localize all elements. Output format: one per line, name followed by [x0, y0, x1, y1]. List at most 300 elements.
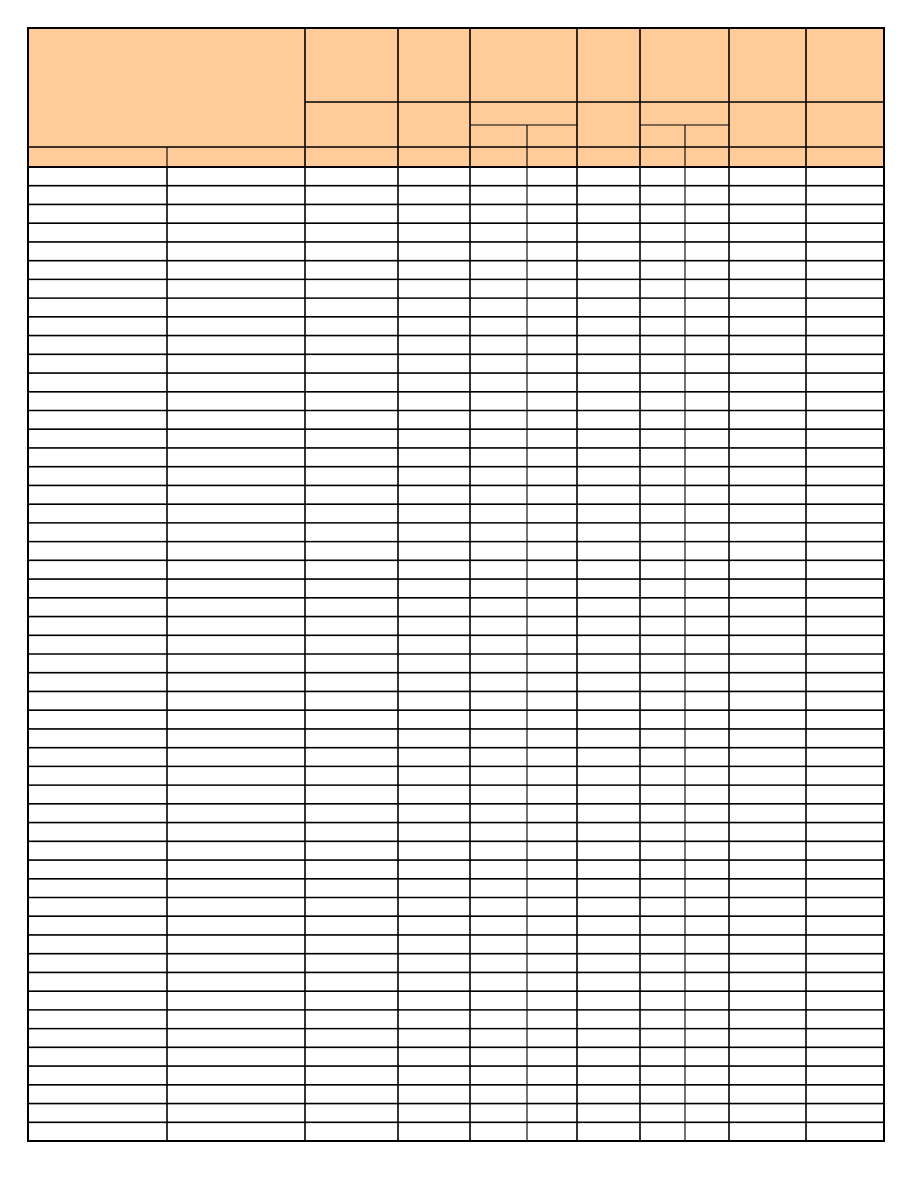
- table-cell: [806, 748, 884, 767]
- table-cell: [685, 579, 729, 598]
- table-cell: [577, 298, 640, 317]
- table-cell: [577, 879, 640, 898]
- table-cell: [167, 748, 305, 767]
- table-cell: [806, 411, 884, 430]
- table-cell: [806, 823, 884, 842]
- table-cell: [167, 1029, 305, 1048]
- table-cell: [398, 1085, 470, 1104]
- table-cell: [640, 411, 685, 430]
- table-cell: [167, 673, 305, 692]
- table-cell: [640, 766, 685, 785]
- table-cell: [28, 429, 167, 448]
- table-cell: [640, 167, 685, 186]
- table-cell: [685, 448, 729, 467]
- table-cell: [470, 1122, 527, 1141]
- table-cell: [28, 261, 167, 280]
- table-cell: [305, 766, 398, 785]
- table-cell: [685, 336, 729, 355]
- table-cell: [398, 1122, 470, 1141]
- table-cell: [640, 617, 685, 636]
- table-cell: [470, 1066, 527, 1085]
- table-cell: [577, 673, 640, 692]
- table-cell: [729, 991, 806, 1010]
- table-cell: [806, 766, 884, 785]
- table-cell: [398, 823, 470, 842]
- table-cell: [167, 766, 305, 785]
- table-cell: [28, 373, 167, 392]
- table-row: [28, 523, 884, 542]
- table-cell: [640, 1047, 685, 1066]
- table-row: [28, 766, 884, 785]
- header-cell-group: [640, 102, 729, 125]
- table-cell: [577, 841, 640, 860]
- table-cell: [729, 879, 806, 898]
- table-cell: [640, 972, 685, 991]
- header-cell: [806, 28, 884, 102]
- table-cell: [470, 467, 527, 486]
- header-cell: [577, 102, 640, 147]
- table-cell: [685, 1085, 729, 1104]
- table-cell: [167, 1066, 305, 1085]
- table-cell: [729, 560, 806, 579]
- table-cell: [527, 392, 577, 411]
- table-cell: [527, 485, 577, 504]
- table-cell: [577, 954, 640, 973]
- table-row: [28, 785, 884, 804]
- table-cell: [470, 429, 527, 448]
- table-row: [28, 1085, 884, 1104]
- table-cell: [577, 1122, 640, 1141]
- table-cell: [806, 1047, 884, 1066]
- table-cell: [305, 354, 398, 373]
- table-cell: [398, 523, 470, 542]
- table-cell: [527, 223, 577, 242]
- table-cell: [527, 916, 577, 935]
- table-cell: [470, 242, 527, 261]
- table-cell: [470, 392, 527, 411]
- table-cell: [685, 354, 729, 373]
- table-cell: [577, 167, 640, 186]
- table-cell: [729, 317, 806, 336]
- table-cell: [640, 729, 685, 748]
- table-cell: [167, 879, 305, 898]
- table-cell: [28, 748, 167, 767]
- table-row: [28, 916, 884, 935]
- table-cell: [640, 748, 685, 767]
- table-cell: [398, 954, 470, 973]
- table-cell: [527, 560, 577, 579]
- table-cell: [305, 785, 398, 804]
- table-cell: [398, 279, 470, 298]
- header-cell: [729, 102, 806, 147]
- table-cell: [729, 336, 806, 355]
- table-cell: [685, 242, 729, 261]
- table-cell: [28, 785, 167, 804]
- table-cell: [527, 879, 577, 898]
- table-cell: [685, 1066, 729, 1085]
- table-row: [28, 748, 884, 767]
- table-cell: [527, 617, 577, 636]
- table-row: [28, 373, 884, 392]
- table-cell: [470, 972, 527, 991]
- table-cell: [305, 523, 398, 542]
- table-cell: [28, 167, 167, 186]
- table-cell: [305, 898, 398, 917]
- table-cell: [577, 411, 640, 430]
- table-cell: [527, 523, 577, 542]
- table-cell: [577, 804, 640, 823]
- table-cell: [470, 598, 527, 617]
- table-cell: [729, 916, 806, 935]
- table-cell: [167, 560, 305, 579]
- table-cell: [685, 898, 729, 917]
- table-cell: [28, 710, 167, 729]
- table-cell: [685, 317, 729, 336]
- table-cell: [167, 654, 305, 673]
- table-cell: [685, 691, 729, 710]
- table-cell: [527, 467, 577, 486]
- table-cell: [577, 1104, 640, 1123]
- table-cell: [470, 354, 527, 373]
- table-cell: [729, 204, 806, 223]
- table-row: [28, 1104, 884, 1123]
- table-cell: [527, 823, 577, 842]
- table-cell: [305, 485, 398, 504]
- table-cell: [640, 261, 685, 280]
- table-cell: [577, 448, 640, 467]
- table-cell: [640, 1122, 685, 1141]
- table-cell: [685, 710, 729, 729]
- table-cell: [685, 373, 729, 392]
- table-cell: [577, 1010, 640, 1029]
- table-cell: [398, 336, 470, 355]
- table-cell: [577, 935, 640, 954]
- table-cell: [470, 448, 527, 467]
- table-cell: [305, 972, 398, 991]
- table-cell: [685, 654, 729, 673]
- table-cell: [167, 1047, 305, 1066]
- table-cell: [640, 1010, 685, 1029]
- table-cell: [305, 186, 398, 205]
- table-cell: [305, 804, 398, 823]
- table-cell: [527, 1122, 577, 1141]
- table-cell: [527, 598, 577, 617]
- table-cell: [577, 654, 640, 673]
- table-row: [28, 429, 884, 448]
- header-column-label-cell: [305, 147, 398, 167]
- table-cell: [640, 804, 685, 823]
- table-cell: [729, 448, 806, 467]
- table-cell: [305, 954, 398, 973]
- table-cell: [398, 261, 470, 280]
- table-cell: [167, 841, 305, 860]
- table-cell: [729, 1047, 806, 1066]
- table-cell: [806, 654, 884, 673]
- table-cell: [527, 448, 577, 467]
- table-cell: [527, 279, 577, 298]
- table-cell: [398, 392, 470, 411]
- table-cell: [577, 204, 640, 223]
- table-cell: [470, 823, 527, 842]
- table-cell: [640, 598, 685, 617]
- table-row: [28, 279, 884, 298]
- table-cell: [28, 673, 167, 692]
- table-cell: [305, 691, 398, 710]
- table-cell: [167, 635, 305, 654]
- table-cell: [729, 504, 806, 523]
- table-cell: [729, 617, 806, 636]
- table-cell: [685, 261, 729, 280]
- table-cell: [470, 617, 527, 636]
- table-cell: [577, 1085, 640, 1104]
- table-cell: [470, 691, 527, 710]
- table-cell: [28, 354, 167, 373]
- table-cell: [729, 542, 806, 561]
- header-cell: [305, 28, 398, 102]
- table-cell: [640, 691, 685, 710]
- table-cell: [167, 223, 305, 242]
- table-cell: [729, 579, 806, 598]
- table-cell: [685, 785, 729, 804]
- table-row: [28, 298, 884, 317]
- table-cell: [806, 523, 884, 542]
- table-cell: [398, 448, 470, 467]
- table-cell: [640, 935, 685, 954]
- table-cell: [527, 204, 577, 223]
- table-cell: [806, 785, 884, 804]
- table-cell: [398, 485, 470, 504]
- header-column-label-cell: [398, 147, 470, 167]
- table-cell: [305, 448, 398, 467]
- table-cell: [398, 317, 470, 336]
- header-cell: [470, 28, 577, 102]
- table-cell: [167, 710, 305, 729]
- table-cell: [28, 766, 167, 785]
- table-cell: [305, 560, 398, 579]
- table-cell: [28, 954, 167, 973]
- table-row: [28, 654, 884, 673]
- table-cell: [28, 898, 167, 917]
- table-cell: [729, 972, 806, 991]
- table-cell: [28, 542, 167, 561]
- table-cell: [729, 1122, 806, 1141]
- table-cell: [806, 448, 884, 467]
- table-cell: [640, 279, 685, 298]
- table-cell: [398, 710, 470, 729]
- table-cell: [685, 1047, 729, 1066]
- header-column-label-cell: [527, 147, 577, 167]
- table-cell: [685, 186, 729, 205]
- table-cell: [305, 1122, 398, 1141]
- table-cell: [28, 935, 167, 954]
- table-cell: [640, 204, 685, 223]
- table-row: [28, 167, 884, 186]
- table-cell: [305, 579, 398, 598]
- table-cell: [729, 279, 806, 298]
- table-cell: [470, 748, 527, 767]
- table-row: [28, 1010, 884, 1029]
- table-cell: [806, 841, 884, 860]
- table-cell: [527, 336, 577, 355]
- table-cell: [729, 429, 806, 448]
- table-cell: [28, 916, 167, 935]
- table-cell: [398, 1010, 470, 1029]
- table-cell: [577, 504, 640, 523]
- table-cell: [305, 167, 398, 186]
- table-cell: [470, 373, 527, 392]
- table-cell: [729, 242, 806, 261]
- table-cell: [729, 1029, 806, 1048]
- table-cell: [398, 579, 470, 598]
- table-cell: [806, 261, 884, 280]
- table-cell: [527, 635, 577, 654]
- header-subcell: [640, 125, 685, 147]
- table-row: [28, 898, 884, 917]
- table-cell: [470, 523, 527, 542]
- table-cell: [640, 579, 685, 598]
- table-cell: [167, 860, 305, 879]
- table-cell: [640, 710, 685, 729]
- table-row: [28, 467, 884, 486]
- table-cell: [640, 485, 685, 504]
- table-cell: [729, 598, 806, 617]
- table-cell: [398, 748, 470, 767]
- table-cell: [305, 261, 398, 280]
- table-cell: [729, 1104, 806, 1123]
- header-cell: [640, 28, 729, 102]
- table-cell: [577, 261, 640, 280]
- header-cell-group: [470, 102, 577, 125]
- table-cell: [806, 186, 884, 205]
- table-cell: [527, 654, 577, 673]
- table-cell: [685, 523, 729, 542]
- table-cell: [167, 785, 305, 804]
- table-cell: [167, 448, 305, 467]
- table-cell: [470, 991, 527, 1010]
- table-row: [28, 879, 884, 898]
- table-cell: [470, 654, 527, 673]
- table-cell: [806, 392, 884, 411]
- table-cell: [640, 448, 685, 467]
- table-cell: [640, 879, 685, 898]
- table-cell: [398, 841, 470, 860]
- table-cell: [806, 204, 884, 223]
- table-cell: [398, 729, 470, 748]
- table-cell: [28, 1047, 167, 1066]
- table-cell: [685, 467, 729, 486]
- table-cell: [640, 354, 685, 373]
- table-cell: [685, 635, 729, 654]
- table-cell: [685, 617, 729, 636]
- table-cell: [640, 916, 685, 935]
- table-cell: [470, 729, 527, 748]
- table-cell: [167, 317, 305, 336]
- table-cell: [577, 560, 640, 579]
- table-cell: [685, 860, 729, 879]
- table-cell: [806, 898, 884, 917]
- table-cell: [640, 841, 685, 860]
- table-cell: [398, 411, 470, 430]
- table-row: [28, 392, 884, 411]
- table-cell: [577, 542, 640, 561]
- table-cell: [729, 654, 806, 673]
- table-row: [28, 804, 884, 823]
- table-cell: [167, 279, 305, 298]
- table-cell: [729, 373, 806, 392]
- table-cell: [577, 223, 640, 242]
- table-cell: [167, 392, 305, 411]
- table-cell: [28, 1104, 167, 1123]
- table-cell: [167, 729, 305, 748]
- table-cell: [806, 560, 884, 579]
- table-cell: [640, 823, 685, 842]
- table-cell: [685, 1122, 729, 1141]
- table-cell: [729, 392, 806, 411]
- table-cell: [470, 879, 527, 898]
- table-cell: [527, 991, 577, 1010]
- table-cell: [527, 1010, 577, 1029]
- table-cell: [305, 841, 398, 860]
- table-cell: [305, 635, 398, 654]
- table-cell: [398, 691, 470, 710]
- table-cell: [470, 1047, 527, 1066]
- table-cell: [527, 898, 577, 917]
- table-cell: [806, 1122, 884, 1141]
- table-cell: [28, 1029, 167, 1048]
- table-cell: [729, 223, 806, 242]
- table-cell: [470, 935, 527, 954]
- table-cell: [527, 261, 577, 280]
- table-cell: [398, 504, 470, 523]
- table-cell: [577, 485, 640, 504]
- table-cell: [806, 1085, 884, 1104]
- table-cell: [167, 373, 305, 392]
- table-row: [28, 485, 884, 504]
- table-cell: [527, 1029, 577, 1048]
- table-cell: [470, 542, 527, 561]
- table-cell: [28, 804, 167, 823]
- table-cell: [28, 560, 167, 579]
- table-cell: [577, 523, 640, 542]
- table-cell: [28, 991, 167, 1010]
- table-cell: [470, 954, 527, 973]
- table-cell: [398, 1104, 470, 1123]
- table-cell: [305, 1085, 398, 1104]
- table-cell: [806, 954, 884, 973]
- table-cell: [398, 186, 470, 205]
- table-cell: [305, 411, 398, 430]
- table-cell: [470, 860, 527, 879]
- table-cell: [640, 542, 685, 561]
- table-cell: [167, 1010, 305, 1029]
- table-row: [28, 1047, 884, 1066]
- table-row: [28, 542, 884, 561]
- table-cell: [470, 579, 527, 598]
- table-cell: [685, 729, 729, 748]
- table-cell: [685, 766, 729, 785]
- table-cell: [470, 766, 527, 785]
- table-cell: [729, 691, 806, 710]
- table-row: [28, 691, 884, 710]
- table-cell: [527, 186, 577, 205]
- table-cell: [28, 1066, 167, 1085]
- table-row: [28, 841, 884, 860]
- table-cell: [685, 485, 729, 504]
- table-cell: [577, 279, 640, 298]
- table-row: [28, 991, 884, 1010]
- table-cell: [685, 1104, 729, 1123]
- table-cell: [729, 186, 806, 205]
